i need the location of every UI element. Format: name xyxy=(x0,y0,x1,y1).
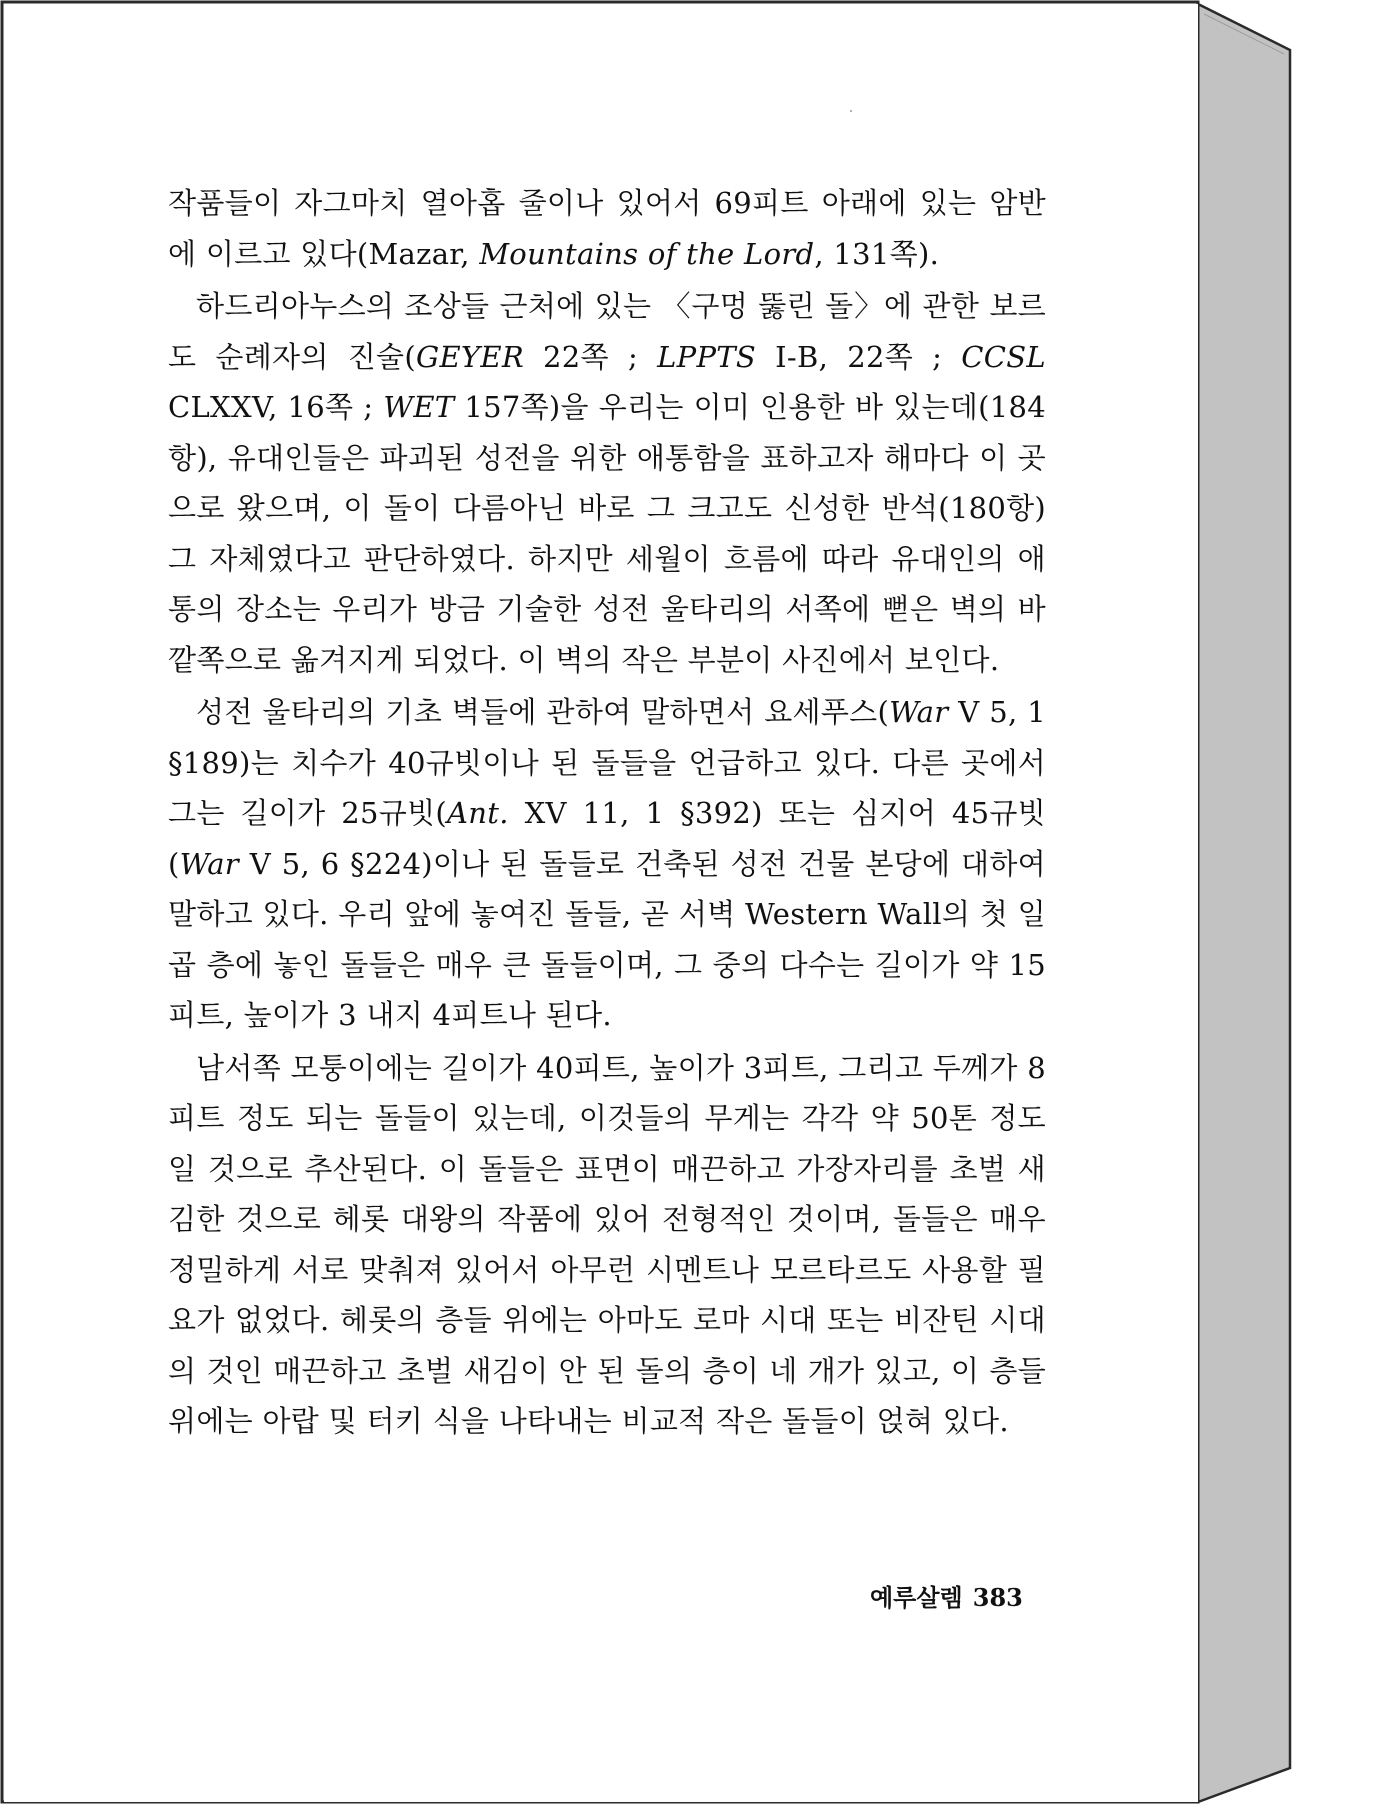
italic-citation: WET xyxy=(383,390,455,424)
text-run: 작품들이 자그마치 열아홉 줄이나 있어서 69피트 아래에 있는 암반에 이르고 있다(Mazar, xyxy=(168,186,1046,271)
page-footer xyxy=(870,1578,1023,1613)
text-run: V 5, 1 §189)는 치수가 40규빗이나 된 돌들을 언급하고 있다. 다른 곳에서 그는 길이가 25규빗( xyxy=(168,695,1046,830)
text-run: I-B, 22쪽 ; xyxy=(756,339,962,374)
paragraph xyxy=(168,1043,1046,1447)
italic-citation: GEYER xyxy=(415,339,524,374)
paragraph xyxy=(168,281,1046,685)
italic-citation: LPPTS xyxy=(657,339,757,374)
running-title: 예루살렘 xyxy=(870,1584,963,1612)
italic-citation: CCSL xyxy=(961,339,1046,374)
italic-citation: War xyxy=(889,695,949,729)
paragraph xyxy=(168,687,1046,1041)
text-run: V 5, 6 §224)이나 된 돌들로 건축된 성전 건물 본당에 대하여 말하고 있다. 우리 앞에 놓여진 돌들, 곧 서벽 Western Wall의 첫 일곱 층에 놓인 돌들은 매우 큰 돌들이며, 그 중의 다수는 길이가 약 15피트, 높이가 3 내지 4피트나 된다. xyxy=(168,846,1046,1032)
text-run: 157쪽)을 우리는 이미 인용한 바 있는데(184항), 유대인들은 파괴된 성전을 위한 애통함을 표하고자 해마다 이 곳으로 왔으며, 이 돌이 다름아닌 바로 그 크고도 신성한 반석(180항) 그 자체였다고 판단하였다. 하지만 세월이 흐름에 따라 유대인의 애통의 장소는 우리가 방금 기술한 성전 울타리의 서쪽에 뻗은 벽의 바깥쪽으로 옮겨지게 되었다. 이 벽의 작은 부분이 사진에서 보인다. xyxy=(168,390,1046,677)
body-text xyxy=(168,178,1046,1449)
text-run: XV 11, 1 §392) 또는 심지어 45규빗( xyxy=(168,796,1046,881)
text-run: 하드리아누스의 조상들 근처에 있는 〈구멍 뚫린 돌〉에 관한 보르도 순례자의 진술( xyxy=(168,289,1046,374)
italic-citation: War xyxy=(179,846,239,881)
text-run: , 131쪽). xyxy=(814,236,940,271)
speck-mark xyxy=(850,110,852,112)
paragraph xyxy=(168,178,1046,279)
page-number: 383 xyxy=(972,1583,1023,1612)
italic-citation: Ant. xyxy=(447,796,509,830)
text-run: 22쪽 ; xyxy=(523,339,658,374)
italic-citation: Mountains of the Lord xyxy=(479,236,815,271)
text-run: 성전 울타리의 기초 벽들에 관하여 말하면서 요세푸스( xyxy=(196,695,890,729)
text-run: 남서쪽 모퉁이에는 길이가 40피트, 높이가 3피트, 그리고 두께가 8피트 정도 되는 돌들이 있는데, 이것들의 무게는 각각 약 50톤 정도일 것으로 추산된다. 이 돌들은 표면이 매끈하고 가장자리를 초벌 새김한 것으로 헤롯 대왕의 작품에 있어 전형적인 것이며, 돌들은 매우 정밀하게 서로 맞춰져 있어서 아무런 시멘트나 모르타르도 사용할 필요가 없었다. 헤롯의 층들 위에는 아마도 로마 시대 또는 비잔틴 시대의 것인 매끈하고 초벌 새김이 안 된 돌의 층이 네 개가 있고, 이 층들 위에는 아랍 및 터키 식을 나타내는 비교적 작은 돌들이 얹혀 있다. xyxy=(168,1050,1046,1438)
book-spine-edge xyxy=(1198,4,1290,1802)
text-run: CLXXV, 16쪽 ; xyxy=(168,390,384,424)
